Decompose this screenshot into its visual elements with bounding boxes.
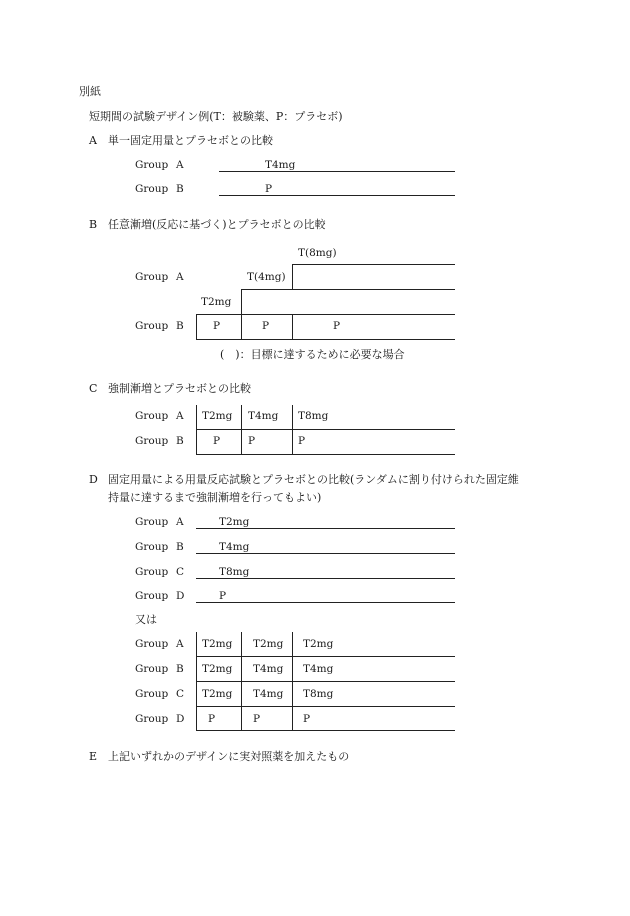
- dose-cell: T4mg: [253, 663, 284, 675]
- table-divider: [241, 405, 242, 455]
- group-letter: A: [176, 271, 184, 283]
- group-letter: B: [176, 541, 184, 553]
- dose-cell: T2mg: [202, 688, 233, 700]
- group-label: Group: [135, 713, 169, 725]
- step-riser-8mg: [292, 264, 293, 289]
- placebo-divider: [292, 314, 293, 339]
- or-label: 又は: [135, 613, 157, 626]
- table-divider: [292, 405, 293, 455]
- arm-line: [196, 528, 455, 529]
- section-c-title: 強制漸増とプラセボとの比較: [108, 382, 251, 395]
- dose-cell: P: [253, 713, 261, 725]
- row-line: [196, 681, 455, 682]
- dose-cell: P: [213, 435, 221, 447]
- section-b-marker: B: [89, 218, 98, 231]
- placebo-cell: P: [262, 320, 270, 332]
- section-a-title: 単一固定用量とプラセボとの比較: [108, 134, 273, 147]
- attachment-label: 別紙: [79, 85, 101, 98]
- arm-line: [196, 553, 455, 554]
- dose-cell: T2mg: [253, 638, 284, 650]
- section-b-title: 任意漸増(反応に基づく)とプラセボとの比較: [108, 218, 326, 231]
- group-label: Group: [135, 183, 169, 195]
- group-letter: A: [176, 638, 184, 650]
- group-label: Group: [135, 541, 169, 553]
- section-e-title: 上記いずれかのデザインに実対照薬を加えたもの: [108, 750, 350, 763]
- dose-cell: T2mg: [303, 638, 334, 650]
- section-b-note: ( )：目標に達するために必要な場合: [220, 348, 405, 361]
- group-letter: B: [176, 663, 184, 675]
- group-label: Group: [135, 590, 169, 602]
- group-label: Group: [135, 435, 169, 447]
- step-line-4mg: [241, 289, 455, 290]
- section-e-marker: E: [89, 750, 98, 763]
- group-letter: C: [176, 566, 185, 578]
- placebo-left-border: [196, 314, 197, 339]
- group-label: Group: [135, 688, 169, 700]
- step-label-2mg: T2mg: [201, 296, 232, 308]
- section-d-marker: D: [89, 473, 98, 486]
- group-letter: D: [176, 590, 185, 602]
- dose-cell: P: [303, 713, 311, 725]
- arm-value: T4mg: [219, 541, 250, 553]
- placebo-divider: [241, 314, 242, 339]
- row-line: [196, 429, 455, 430]
- arm-line: [196, 578, 455, 579]
- group-label: Group: [135, 516, 169, 528]
- group-letter: B: [176, 183, 184, 195]
- dose-cell: T8mg: [303, 688, 334, 700]
- dose-cell: P: [208, 713, 216, 725]
- group-label: Group: [135, 566, 169, 578]
- dose-cell: P: [248, 435, 256, 447]
- section-d-title-line1: 固定用量による用量反応試験とプラセボとの比較(ランダムに割り付けられた固定維: [108, 473, 519, 486]
- group-label: Group: [135, 638, 169, 650]
- section-c-marker: C: [89, 382, 98, 395]
- dose-cell: T2mg: [202, 663, 233, 675]
- step-label-8mg: T(8mg): [298, 247, 337, 259]
- dose-cell: T2mg: [202, 638, 233, 650]
- group-letter: D: [176, 713, 185, 725]
- arm-value: T8mg: [219, 566, 250, 578]
- group-label: Group: [135, 663, 169, 675]
- step-line-2mg: [196, 314, 455, 315]
- arm-value: P: [265, 183, 273, 195]
- step-label-4mg: T(4mg): [247, 271, 286, 283]
- intro-heading: 短期間の試験デザイン例(T：被験薬、P：プラセボ): [89, 110, 343, 123]
- group-letter: B: [176, 320, 184, 332]
- row-line: [196, 706, 455, 707]
- placebo-cell: P: [333, 320, 341, 332]
- group-label: Group: [135, 159, 169, 171]
- dose-cell: T4mg: [248, 410, 279, 422]
- row-line: [196, 454, 455, 455]
- row-line: [196, 656, 455, 657]
- group-letter: C: [176, 688, 185, 700]
- step-riser-4mg: [241, 289, 242, 314]
- section-d-title-line2: 持量に達するまで強制漸増を行ってもよい): [108, 491, 322, 504]
- dose-cell: P: [298, 435, 306, 447]
- group-label: Group: [135, 320, 169, 332]
- row-line: [196, 730, 455, 731]
- group-label: Group: [135, 410, 169, 422]
- dose-cell: T8mg: [298, 410, 329, 422]
- group-letter: B: [176, 435, 184, 447]
- group-letter: A: [176, 516, 184, 528]
- group-letter: A: [176, 410, 184, 422]
- dose-cell: T4mg: [303, 663, 334, 675]
- dose-cell: T2mg: [202, 410, 233, 422]
- arm-line: [219, 171, 455, 172]
- section-a-marker: A: [89, 134, 97, 147]
- dose-cell: T4mg: [253, 688, 284, 700]
- arm-value: T2mg: [219, 516, 250, 528]
- placebo-cell: P: [213, 320, 221, 332]
- arm-value: P: [219, 590, 227, 602]
- arm-line: [219, 195, 455, 196]
- arm-line: [196, 602, 455, 603]
- arm-value: T4mg: [265, 159, 296, 171]
- group-label: Group: [135, 271, 169, 283]
- group-letter: A: [176, 159, 184, 171]
- placebo-bottom-line: [196, 339, 455, 340]
- table-border: [196, 405, 197, 455]
- step-line-8mg: [292, 264, 455, 265]
